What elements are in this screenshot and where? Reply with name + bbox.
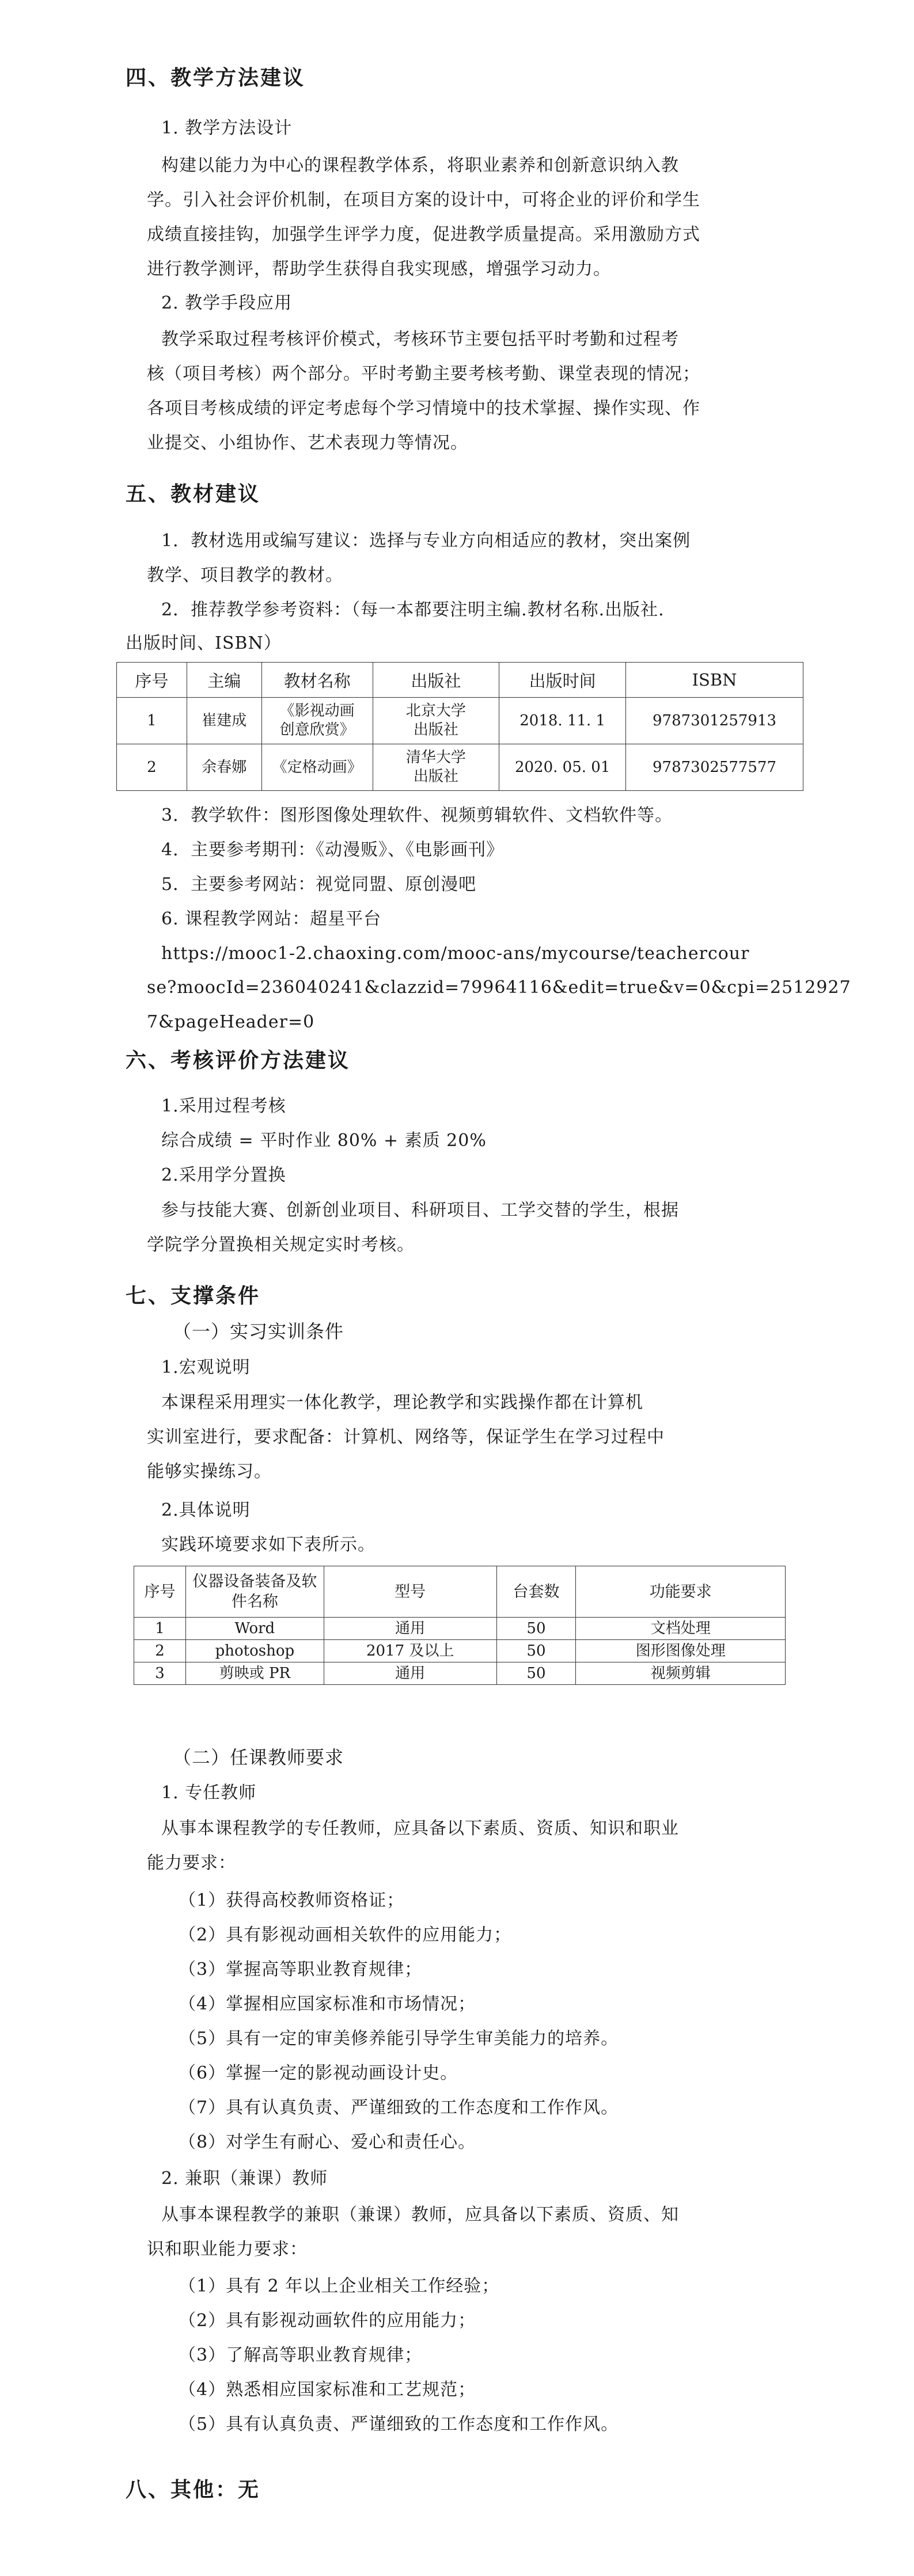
paragraph-line: 4．主要参考期刊：《动漫贩》、《电影画刊》 — [161, 840, 505, 860]
list-item: （4）掌握相应国家标准和市场情况； — [179, 1994, 476, 2014]
list-item: （5）具有一定的审美修养能引导学生审美能力的培养。 — [179, 2029, 619, 2049]
paragraph-line: 教学采取过程考核评价模式，考核环节主要包括平时考勤和过程考 — [161, 329, 679, 349]
paragraph-line: 实践环境要求如下表所示。 — [161, 1535, 376, 1555]
table-header-row — [134, 1566, 786, 1618]
list-item: （8）对学生有耐心、爱心和责任心。 — [179, 2132, 476, 2152]
table-cell: 1 — [134, 1618, 186, 1640]
section-heading: 八、其他：无 — [126, 2478, 261, 2502]
table-header-cell: 出版社 — [373, 663, 499, 698]
table-cell: 视频剪辑 — [576, 1662, 786, 1685]
paragraph-line: 进行教学测评，帮助学生获得自我实现感，增强学习动力。 — [147, 259, 611, 279]
table-cell: 50 — [496, 1618, 576, 1640]
course-url-line[interactable]: 7&pageHeader=0 — [147, 1012, 315, 1032]
textbook-table — [116, 662, 803, 791]
table-header-cell: 教材名称 — [261, 663, 373, 698]
paragraph-line: 学。引入社会评价机制，在项目方案的设计中，可将企业的评价和学生 — [147, 190, 700, 210]
list-item: （2）具有影视动画软件的应用能力； — [179, 2311, 476, 2331]
cell-line: 件名称 — [231, 1593, 278, 1611]
table-row — [117, 698, 803, 744]
paragraph-line: 2．推荐教学参考资料：（每一本都要注明主编.教材名称.出版社. — [161, 600, 665, 620]
paragraph-line: 参与技能大赛、创新创业项目、科研项目、工学交替的学生，根据 — [161, 1200, 679, 1220]
table-row — [134, 1618, 786, 1640]
list-item: （6）掌握一定的影视动画设计史。 — [179, 2063, 458, 2083]
table-cell — [373, 744, 499, 791]
table-cell: 2017 及以上 — [324, 1640, 496, 1662]
course-url-line[interactable]: se?moocId=236040241&clazzid=79964116&edit=true&v=0&cpi=2512927 — [147, 977, 851, 998]
paragraph-line: 本课程采用理实一体化教学，理论教学和实践操作都在计算机 — [161, 1392, 643, 1413]
section-heading: 六、考核评价方法建议 — [126, 1049, 351, 1072]
paragraph-line: 业提交、小组协作、艺术表现力等情况。 — [147, 433, 468, 453]
table-cell — [261, 744, 373, 791]
table-header-cell — [185, 1566, 324, 1618]
course-url-line[interactable]: https://mooc1-2.chaoxing.com/mooc-ans/mycourse/teachercour — [161, 943, 750, 964]
paragraph-line: 6. 课程教学网站：超星平台 — [161, 909, 382, 929]
table-row — [134, 1662, 786, 1685]
table-cell: 文档处理 — [576, 1618, 786, 1640]
cell-line: 出版社 — [413, 768, 458, 785]
paragraph-line: 出版时间、ISBN） — [126, 633, 282, 653]
list-item: （2）具有影视动画相关软件的应用能力； — [179, 1925, 512, 1945]
cell-line: 仪器设备装备及软 — [192, 1573, 317, 1591]
subheading: 2.具体说明 — [161, 1500, 251, 1520]
table-header-cell: 出版时间 — [499, 663, 626, 698]
subheading: 2. 教学手段应用 — [161, 293, 293, 313]
section-heading: 四、教学方法建议 — [126, 66, 306, 90]
paragraph-line: 从事本课程教学的兼职（兼课）教师，应具备以下素质、资质、知 — [161, 2205, 679, 2225]
table-cell: 2018. 11. 1 — [499, 698, 626, 744]
subheading: 1.宏观说明 — [161, 1357, 251, 1378]
paragraph-line: 教学、项目教学的教材。 — [147, 565, 343, 585]
table-header-row — [117, 663, 803, 698]
table-cell: 1 — [117, 698, 187, 744]
paragraph-line: 综合成绩 = 平时作业 80% + 素质 20% — [161, 1131, 487, 1151]
table-cell: photoshop — [185, 1640, 324, 1662]
table-cell: 50 — [496, 1662, 576, 1685]
table-header-cell: 功能要求 — [576, 1566, 786, 1618]
paragraph-line: 能力要求： — [147, 1853, 236, 1873]
list-item: （1）具有 2 年以上企业相关工作经验； — [179, 2276, 500, 2296]
list-item: （1）获得高校教师资格证； — [179, 1890, 405, 1911]
equipment-table — [134, 1566, 786, 1685]
list-item: （4）熟悉相应国家标准和工艺规范； — [179, 2380, 476, 2400]
list-item: （7）具有认真负责、严谨细致的工作态度和工作作风。 — [179, 2098, 619, 2118]
cell-line: 出版社 — [413, 721, 458, 739]
table-cell: 崔建成 — [187, 698, 261, 744]
cell-line: 清华大学 — [405, 749, 466, 766]
table-cell: 图形图像处理 — [576, 1640, 786, 1662]
table-cell: 2 — [134, 1640, 186, 1662]
paragraph-line: 学院学分置换相关规定实时考核。 — [147, 1235, 415, 1255]
table-header-cell: 台套数 — [496, 1566, 576, 1618]
paragraph-line: 5．主要参考网站：视觉同盟、原创漫吧 — [161, 874, 477, 895]
paragraph-line: 能够实操练习。 — [147, 1462, 272, 1482]
table-cell: 通用 — [324, 1618, 496, 1640]
subheading: 2. 兼职（兼课）教师 — [161, 2168, 328, 2189]
subheading: 1. 专任教师 — [161, 1783, 257, 1803]
table-header-cell: 序号 — [134, 1566, 186, 1618]
subsection-heading: （二）任课教师要求 — [173, 1746, 344, 1768]
table-header-cell: 主编 — [187, 663, 261, 698]
table-header-cell: ISBN — [626, 663, 803, 698]
table-header-cell: 型号 — [324, 1566, 496, 1618]
paragraph-line: 成绩直接挂钩，加强学生评学力度，促进教学质量提高。采用激励方式 — [147, 225, 700, 245]
list-item: （5）具有认真负责、严谨细致的工作态度和工作作风。 — [179, 2414, 619, 2434]
list-item: （3）掌握高等职业教育规律； — [179, 1959, 423, 1980]
table-cell: Word — [185, 1618, 324, 1640]
table-cell: 通用 — [324, 1662, 496, 1685]
table-cell: 2 — [117, 744, 187, 791]
subheading: 1.采用过程考核 — [161, 1096, 286, 1116]
subheading: 1. 教学方法设计 — [161, 118, 293, 138]
paragraph-line: 构建以能力为中心的课程教学体系，将职业素养和创新意识纳入教 — [161, 155, 679, 176]
table-cell — [261, 698, 373, 744]
cell-line: 《影视动画 — [279, 702, 355, 720]
table-cell: 2020. 05. 01 — [499, 744, 626, 791]
table-cell: 50 — [496, 1640, 576, 1662]
paragraph-line: 1．教材选用或编写建议：选择与专业方向相适应的教材，突出案例 — [161, 531, 691, 551]
list-item: （3）了解高等职业教育规律； — [179, 2345, 423, 2365]
table-cell: 9787301257913 — [626, 698, 803, 744]
table-cell: 剪映或 PR — [185, 1662, 324, 1685]
table-cell: 9787302577577 — [626, 744, 803, 791]
table-cell: 3 — [134, 1662, 186, 1685]
paragraph-line: 核（项目考核）两个部分。平时考勤主要考核考勤、课堂表现的情况； — [147, 364, 700, 384]
section-heading: 七、支撑条件 — [126, 1284, 261, 1308]
table-row — [134, 1640, 786, 1662]
table-row — [117, 744, 803, 791]
paragraph-line: 各项目考核成绩的评定考虑每个学习情境中的技术掌握、操作实现、作 — [147, 398, 700, 418]
subheading: 2.采用学分置换 — [161, 1165, 286, 1185]
cell-line: 北京大学 — [405, 702, 466, 720]
paragraph-line: 实训室进行，要求配备：计算机、网络等，保证学生在学习过程中 — [147, 1427, 665, 1447]
cell-line: 《定格动画》 — [272, 758, 362, 776]
paragraph-line: 3．教学软件：图形图像处理软件、视频剪辑软件、文档软件等。 — [161, 805, 673, 825]
section-heading: 五、教材建议 — [126, 482, 261, 506]
cell-line: 创意欣赏》 — [279, 721, 355, 739]
table-cell — [373, 698, 499, 744]
table-cell: 余春娜 — [187, 744, 261, 791]
paragraph-line: 识和职业能力要求： — [147, 2239, 308, 2259]
paragraph-line: 从事本课程教学的专任教师，应具备以下素质、资质、知识和职业 — [161, 1818, 679, 1839]
subsection-heading: （一）实习实训条件 — [173, 1321, 344, 1342]
table-header-cell: 序号 — [117, 663, 187, 698]
